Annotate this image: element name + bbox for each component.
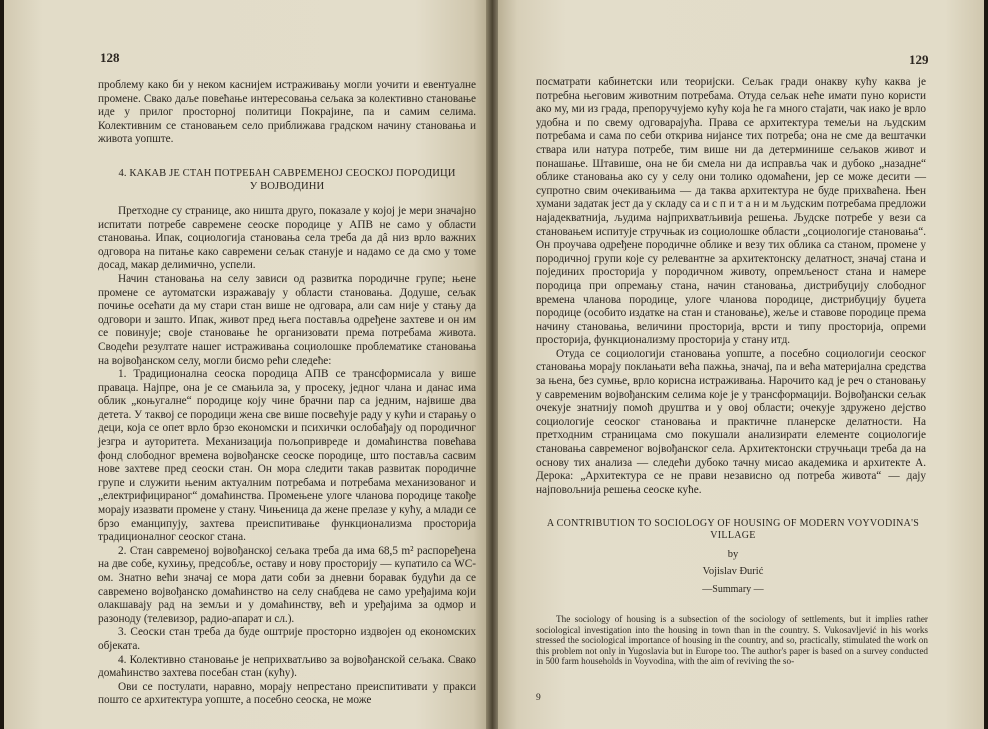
left-paragraph-2: Начин становања на селу зависи од развитка породичне групе; њене промене се аутоматски изражавају у области становања. Додуше, сељак почиње осећати да му стари стан више не одговара, али сам није у стању да одговори и зашто. Ипак, живот пред њега поставља одређене захтеве и он им се повинује; своје становање he организовати према потребама живота. Сводећи резултате нашег истраживања социолошке проблематике становања на војвођанском селу, могли бисмо рећи следеће: <box>98 272 476 367</box>
section-heading-line1: 4. КАКАВ ЈЕ СТАН ПОТРЕБАН САВРЕМЕНОЈ СЕОСКОЈ ПОРОДИЦИ <box>118 167 456 179</box>
left-paragraph-3: 1. Традиционална сеоска породица АПВ се трансформисала у више праваца. Најпре, она је се смањила за, у просеку, једног члана и данас има облик „коњугалне“ породице коју чине брачни пар са једним, највише два детета. У таквој се породици жена све више посвећује раду у кући и старању о деци, која се опет врло брзо економски и психички ослобађају од породичног језгра и ауторитета. Механизација пољопривреде и домаћинства повећава фонд слободног времена војвођанске сеоске породице, што поставља сасвим нове захтеве пред сеоски стан. Он мора следити такав развитак породичне групе и служити њеним актуалним потребама и потребама механизованог и „електрифицираног“ домаћинства. Промењене улоге чланова породице такође морају изазвати промене у стану. Чињеница да жене прелазе у кућу, а млади се брзо еманципују, захтева преиспитивање функционализма просторија традиционалног сеоског стана. <box>98 368 476 544</box>
english-title <box>528 518 938 541</box>
left-paragraph-5: 3. Сеоски стан треба да буде оштрије просторно издвојен од економских објеката. <box>98 626 476 652</box>
english-title-line2: VILLAGE <box>710 529 756 541</box>
english-by: by <box>727 549 739 560</box>
left-paragraph-1: Претходне су странице, ако ништа друго, показале у којој је мери значајно испитати потребе савремене сеоске породице у АПВ не само у области становања. Ипак, социологија становања села треба да дâ низ врло важних одговора на питање како савремени сељак станује и надамо се да смо у томе досад, макар делимично, успели. <box>98 204 476 272</box>
english-summary-label: —Summary — <box>702 584 764 595</box>
left-page-body <box>98 79 476 708</box>
left-continuation-paragraph: проблему како би у неком каснијем истраживању могли уочити и евентуалне промене. Свако даље повећање интересовања сељака за колективно становање иде у прилог просторној политици Покрајине, па и самим селима. Колективним се становањем село приближава градском начину становања и живота уопште. <box>98 79 476 146</box>
right-page-body <box>536 76 926 497</box>
right-paragraph-2: Отуда се социологији становања уопште, а посебно социологији сеоског становања морају поклањати већа пажња, значај, па и већа материјална средства за њена, без сумње, врло корисна истраживања. Нарочито кад је реч о становању у савременим војвођанским селима које је у трансформацији. Војвођански сељак очекује знатнију помоћ друштва и у овој области; очекује здружено дејство социологије сеоског становања и практичне планерске делатности. На претходним страницама смо покушали анализирати елементе социологије становања савременог војвођанског села. Архитектонски стручњаци треба да на основу тих анализа — следећи дубоко тачну мисао академика и архитекте А. Дерока: „Архитектура се не прави независно од потреба живота“ — дају најповољнија решења сеоске куће. <box>536 347 926 496</box>
right-page <box>498 0 984 729</box>
english-abstract <box>536 614 928 667</box>
english-summary-header <box>528 518 938 595</box>
english-title-line1: A CONTRIBUTION TO SOCIOLOGY OF HOUSING OF MODERN VOYVODINA'S <box>546 518 920 529</box>
right-page-number: 129 <box>909 52 929 67</box>
english-author: Vojislav Đurić <box>702 566 764 577</box>
right-paragraph-1: посматрати кабинетски или теоријски. Сељак гради онакву кућу каква је потребна његовим животним потребама. Отуда сељак неће имати пуно користи ако му, ми из града, препоручујемо кућу која he га много стајати, чак иако је врло удобна и по свему одговарајућа. Права се архитектура темељи на људским потребама и сама по себи открива нијансе тих потреба; она не сме да вештачки ствара или натура потребе, тим више ни да детерминише сељаков живот и понашање. Штавише, она не би смела ни да исправља чак и дубоко „назадне“ облике становања ако су у селу они толико одомаћени, јер се може десити — супротно свим очекивањима — да таква архитектура не буде прихваћена. Њен хумани задатак јест да у складу са и с п и т а н и м људским потребама предложи најадекватнија, људима најприхватљивија решења. Људске потребе у вези са становањем испитује стручњак из социолошке области „социологије становања“. Он проучава одређене породичне облике и везу тих облика са станом, промене у породичној групи које су релевантне за архитектонску делатност, значај стана и појединих просторија у породичном животу, опремљеност стана и намере породица при опремању стана, начин становања, дистрибуцију слободног времена чланова породице, улоге чланова породице, дистрибуцију буџета породице (особито издатке на стан и становање), жеље и ставове породице према начину становања, величини просторија, врсти и типу просторија, опреми просторија, функционализму просторија у стану итд. <box>536 76 926 347</box>
signature-mark: 9 <box>536 693 541 703</box>
left-paragraph-7: Ови се постулати, наравно, морају непрестано преиспитивати у пракси пошто се архитектура уопште, а посебно сеоска, не може <box>98 680 476 707</box>
section-heading-line2: У ВОЈВОДИНИ <box>249 180 325 192</box>
left-page-number: 128 <box>100 50 120 65</box>
left-page <box>4 0 488 729</box>
left-paragraph-6: 4. Колективно становање је неприхватљиво за војвођанской сељака. Свако домаћинство захтева посебан стан (кућу). <box>98 653 476 680</box>
left-paragraph-4: 2. Стан савременој војвођанској сељака треба да има 68,5 m² распоређена на две собе, кухињу, предсобље, оставу и нову просторију — купатило са WC-ом. Знатно већи значај се мора дати соби за дневни боравак будући да се савремено војвођанско домаћинство на селу снабдева не само уређајима који олакшавају рад на земљи и у домаћинству, већ и уређајима за одмор и разоноду (телевизор, радио-апарат и сл.). <box>98 544 476 625</box>
english-abstract-paragraph: The sociology of housing is a subsection of the sociology of settlements, but it implies rather sociological investigation into the housing in town than in the country. S. Vukosavljević in his works stressed the sociological importance of housing in the country, and so, practically, stimulated the work on this problem not only in Yugoslavia but in Europe too. The author's paper is based on a survey conducted in 500 farm households in Voyvodina, with the aim of reviving the so- <box>536 614 928 666</box>
section-heading <box>98 167 476 193</box>
